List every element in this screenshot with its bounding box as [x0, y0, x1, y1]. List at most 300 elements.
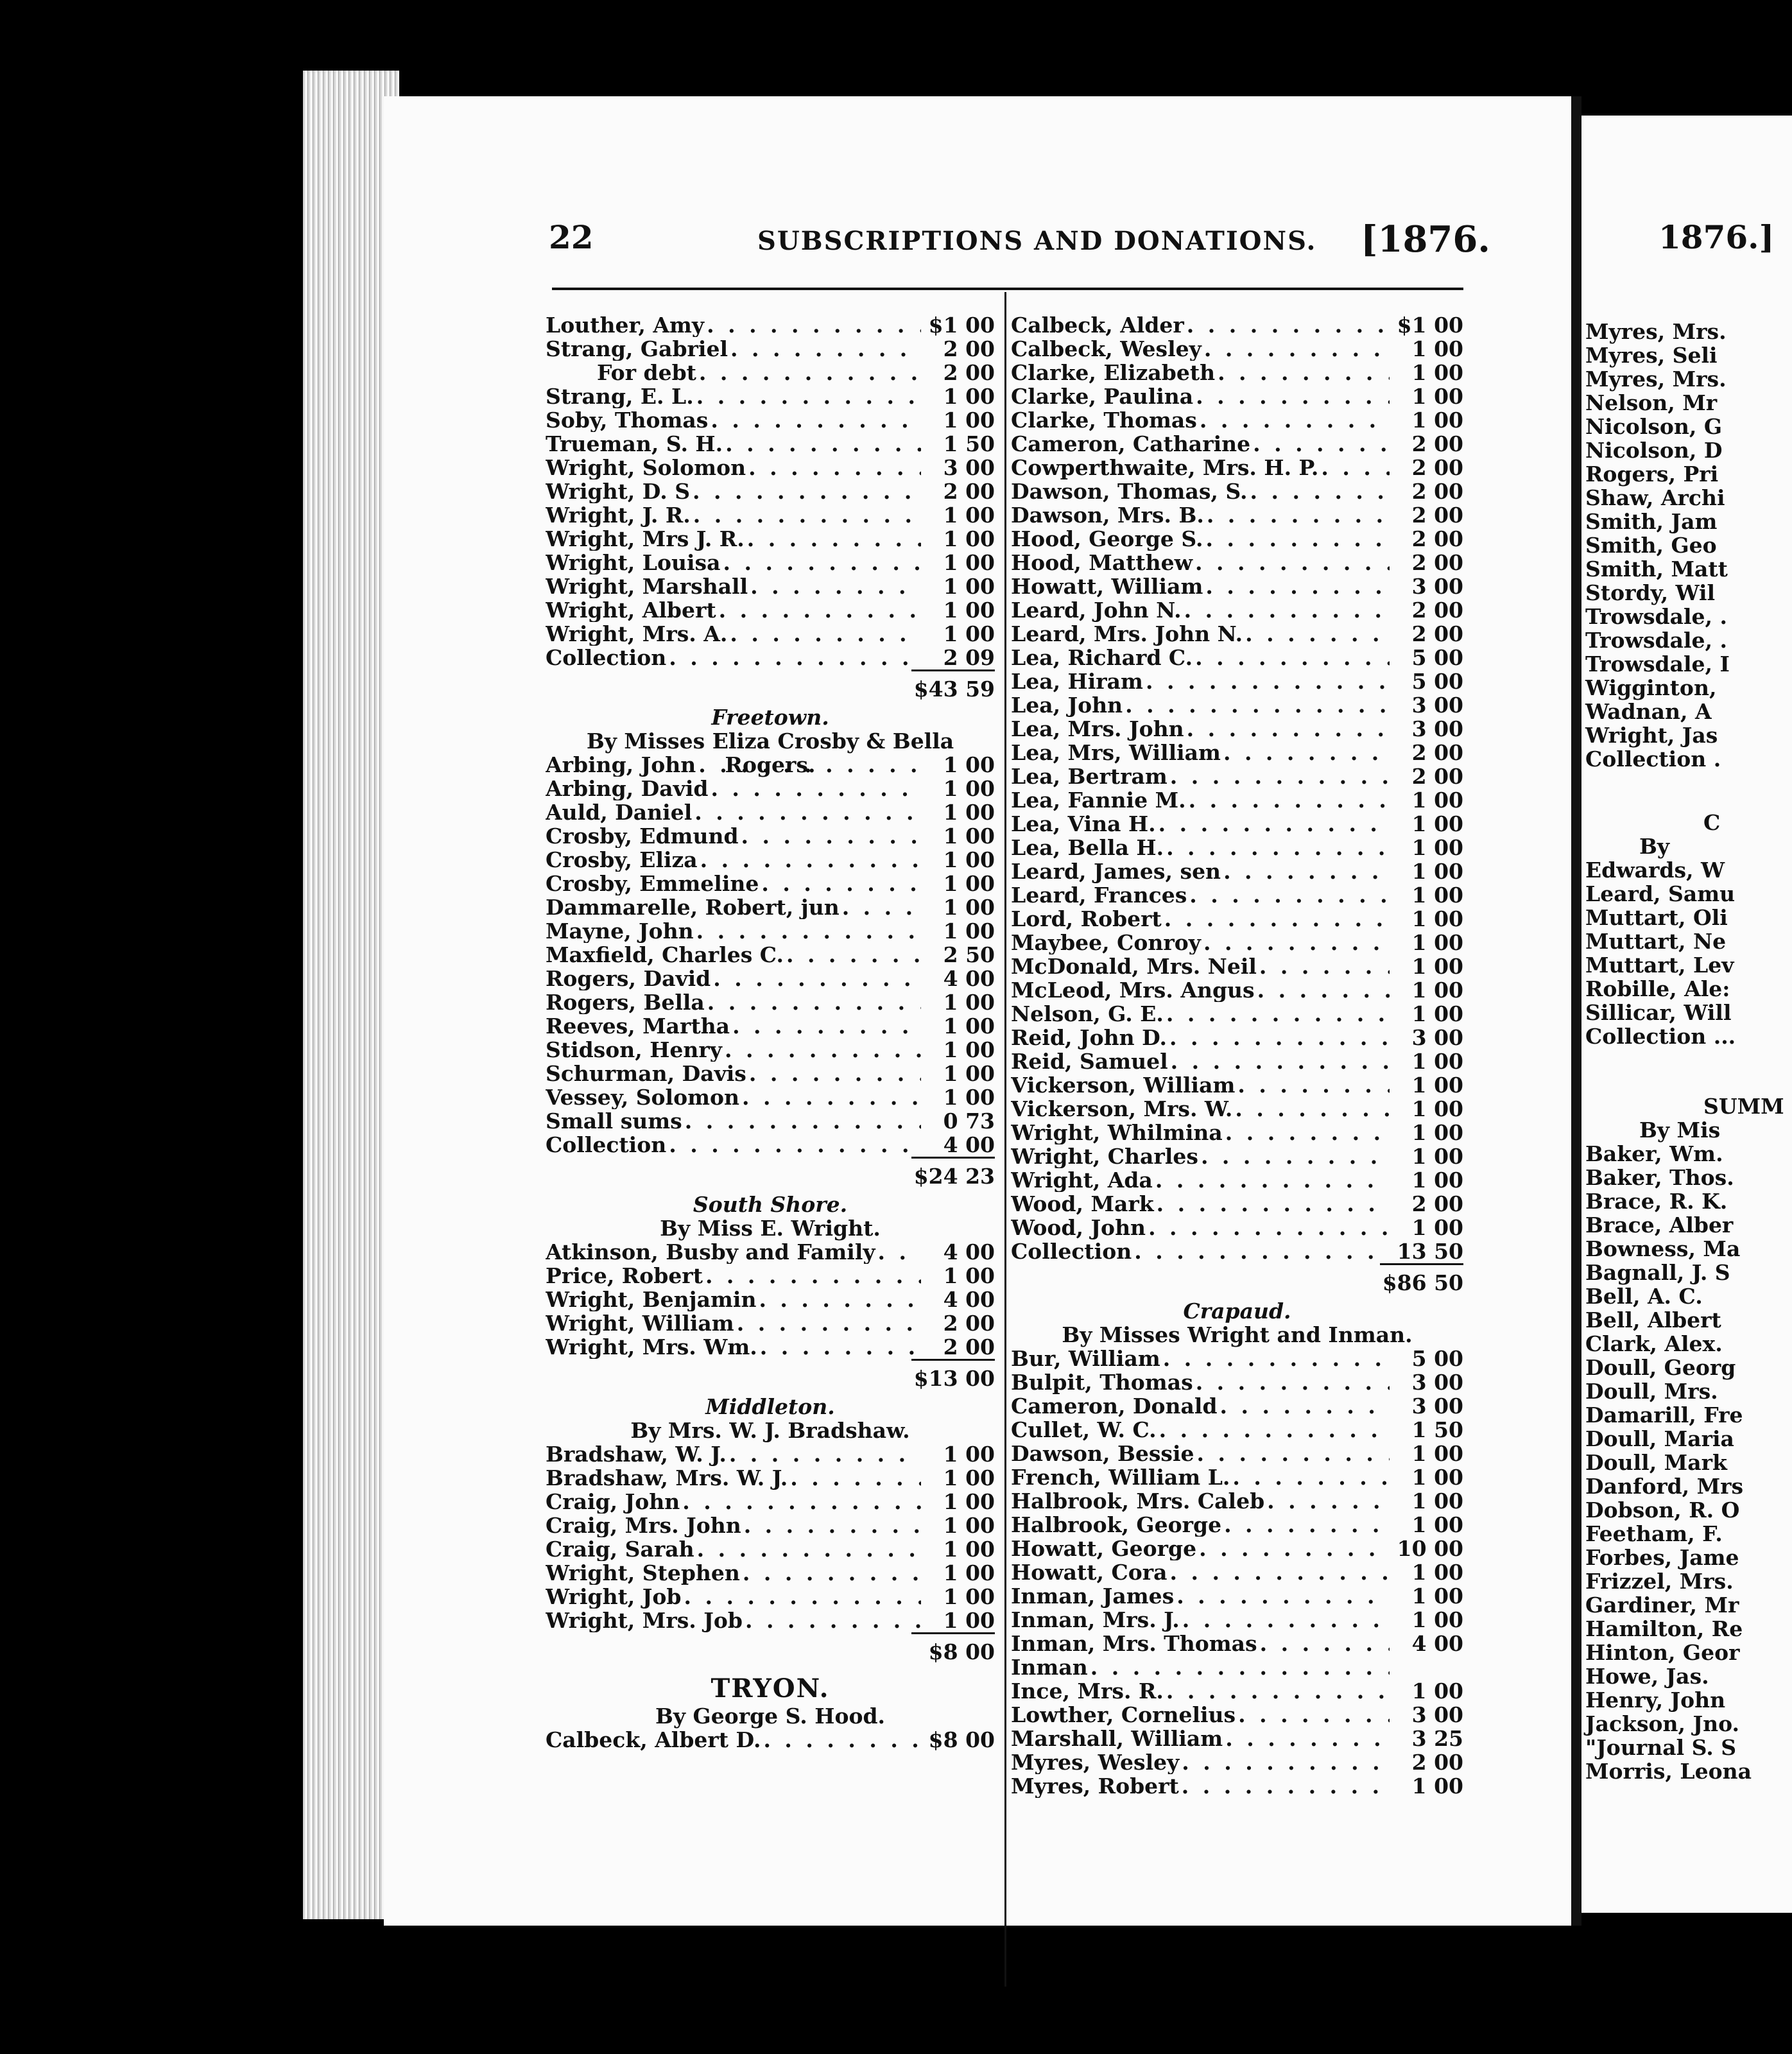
entry-name: Howatt, George — [1011, 1537, 1197, 1560]
leader-dots — [739, 1085, 921, 1109]
entry-row — [1011, 764, 1463, 788]
entry-row — [1011, 1192, 1463, 1216]
next-page-entry: Hinton, Geor — [1585, 1640, 1740, 1665]
entry-row — [546, 1311, 995, 1335]
entry-name: Louther, Amy — [546, 313, 705, 337]
section-total-row — [546, 1157, 995, 1189]
leader-dots — [1198, 1144, 1390, 1168]
leader-dots — [756, 1288, 921, 1311]
leader-dots — [704, 313, 921, 337]
leader-dots — [741, 1514, 921, 1537]
entry-amount: 1 00 — [943, 895, 995, 919]
entry-amount: 2 00 — [1411, 479, 1463, 503]
entry-row — [1011, 503, 1463, 527]
entry-amount: 1 00 — [943, 1442, 995, 1466]
entry-row — [546, 1264, 995, 1288]
entry-amount: 3 00 — [1411, 574, 1463, 598]
leader-dots — [1223, 1121, 1390, 1144]
section-heading: TRYON. — [711, 1673, 830, 1704]
next-page-entry: Baker, Wm. — [1585, 1141, 1723, 1166]
entry-row — [546, 551, 995, 574]
leader-dots — [730, 1014, 921, 1038]
entry-name: Vessey, Solomon — [546, 1085, 740, 1109]
leader-dots — [1179, 1750, 1390, 1774]
section-byline: By Misses Wright and Inman. — [1062, 1322, 1413, 1347]
entry-name: Halbrook, Mrs. Caleb — [1011, 1489, 1265, 1513]
leader-dots — [694, 384, 921, 408]
entry-row — [546, 895, 995, 919]
entry-name: Bradshaw, Mrs. W. J. — [546, 1466, 788, 1490]
entry-row — [1011, 1513, 1463, 1537]
entry-name: Cullet, W. C. — [1011, 1418, 1157, 1442]
leader-dots — [1157, 1418, 1390, 1442]
column-divider — [1004, 292, 1006, 1987]
entry-name: Bur, William — [1011, 1347, 1160, 1370]
entry-amount: 2 00 — [1411, 503, 1463, 527]
entry-name: Hood, George S. — [1011, 527, 1203, 551]
entry-name: Reeves, Martha — [546, 1014, 730, 1038]
entry-name: Auld, Daniel — [546, 800, 693, 824]
entry-name: Crosby, Eliza — [546, 848, 698, 872]
leader-dots — [1248, 479, 1390, 503]
next-page-entry: Forbes, Jame — [1585, 1545, 1739, 1570]
leader-dots — [1203, 527, 1390, 551]
entry-amount — [1390, 1655, 1463, 1679]
entry-row — [546, 1561, 995, 1585]
leader-dots — [694, 919, 921, 943]
leader-dots — [1197, 408, 1390, 432]
next-page-entry: Myres, Seli — [1585, 343, 1718, 368]
left-column — [546, 313, 995, 1752]
leader-dots — [875, 1240, 921, 1264]
leader-dots — [1162, 907, 1390, 931]
entry-row — [1011, 337, 1463, 361]
entry-row — [546, 1585, 995, 1609]
section-total: $86 50 — [1380, 1263, 1463, 1295]
leader-dots — [788, 1466, 921, 1490]
entry-row — [1011, 1655, 1463, 1679]
entry-name: Clarke, Elizabeth — [1011, 361, 1216, 384]
entry-name: Wright, D. S — [546, 479, 691, 503]
entry-row — [1011, 1418, 1463, 1442]
entry-row — [546, 598, 995, 622]
leader-dots — [703, 1264, 921, 1288]
entry-name: Price, Robert — [546, 1264, 703, 1288]
entry-amount: 2 50 — [943, 943, 995, 967]
leader-dots — [1193, 384, 1390, 408]
leader-dots — [1154, 1192, 1390, 1216]
leader-dots — [696, 361, 921, 384]
entry-row — [1011, 574, 1463, 598]
entry-row — [1011, 1727, 1463, 1750]
next-page-block-3 — [1581, 1094, 1784, 1783]
entry-amount: 1 00 — [943, 777, 995, 800]
next-page-entry: Clark, Alex. — [1585, 1331, 1723, 1356]
entry-name: Marshall, William — [1011, 1727, 1223, 1750]
leader-dots — [1221, 1513, 1390, 1537]
leader-dots — [743, 1609, 921, 1632]
entry-row — [546, 337, 995, 361]
entry-row — [1011, 1394, 1463, 1418]
next-page-entry: Dobson, R. O — [1585, 1497, 1740, 1523]
section-total: $43 59 — [911, 669, 995, 702]
entry-row — [1011, 1002, 1463, 1026]
entry-row — [546, 800, 995, 824]
entry-amount: 1 00 — [1411, 788, 1463, 812]
entry-row — [1011, 1026, 1463, 1049]
leader-dots — [1221, 859, 1390, 883]
leader-dots — [1164, 1002, 1390, 1026]
next-page-heading: By — [1639, 834, 1670, 859]
leader-dots — [1218, 1394, 1390, 1418]
entry-amount: 1 00 — [943, 503, 995, 527]
entry-amount: 0 73 — [943, 1109, 995, 1133]
entry-row — [1011, 1097, 1463, 1121]
entry-name: Maxfield, Charles C. — [546, 943, 784, 967]
entry-amount: 2 00 — [1411, 527, 1463, 551]
entry-amount: 2 00 — [1411, 456, 1463, 479]
section-total: $24 23 — [911, 1157, 995, 1189]
next-page-entry: Feetham, F. — [1585, 1521, 1723, 1546]
entry-amount: 1 00 — [1411, 883, 1463, 907]
entry-name: Rogers, David — [546, 967, 711, 990]
entry-amount: 2 09 — [943, 646, 995, 669]
entry-row — [1011, 836, 1463, 859]
entry-amount: 1 00 — [943, 1490, 995, 1514]
next-page-entry: Leard, Samu — [1585, 881, 1736, 906]
entry-name: Cameron, Catharine — [1011, 432, 1251, 456]
leader-dots — [1184, 717, 1390, 741]
entry-amount: 3 25 — [1411, 1727, 1463, 1750]
entry-name: McDonald, Mrs. Neil — [1011, 954, 1257, 978]
entry-row — [546, 919, 995, 943]
entry-name: Wright, Stephen — [546, 1561, 740, 1585]
entry-row — [546, 432, 995, 456]
entry-amount: 2 00 — [1411, 551, 1463, 574]
leader-dots — [691, 503, 921, 527]
entry-row — [1011, 1489, 1463, 1513]
entry-amount: 1 00 — [943, 384, 995, 408]
entry-row — [546, 408, 995, 432]
entry-row — [1011, 1679, 1463, 1703]
entry-amount: 1 00 — [1411, 978, 1463, 1002]
leader-dots — [1164, 1679, 1390, 1703]
entry-row — [546, 943, 995, 967]
entry-amount: 1 00 — [943, 1537, 995, 1561]
entry-name: Halbrook, George — [1011, 1513, 1222, 1537]
entry-amount: 1 00 — [1411, 361, 1463, 384]
entry-amount: 1 00 — [1411, 1002, 1463, 1026]
entry-amount: 1 00 — [1411, 337, 1463, 361]
entry-name: Lea, Bella H. — [1011, 836, 1164, 859]
entry-name: Cowperthwaite, Mrs. H. P. — [1011, 456, 1319, 479]
entry-amount: $1 00 — [1397, 313, 1463, 337]
entry-name: Small sums — [546, 1109, 682, 1133]
section-byline: By Miss E. Wright. — [660, 1216, 881, 1241]
section-total-row — [1011, 1263, 1463, 1295]
entry-row — [546, 1062, 995, 1085]
next-page-entry: Edwards, W — [1585, 858, 1725, 883]
entry-row — [1011, 1370, 1463, 1394]
next-page-entry: Morris, Leona — [1585, 1759, 1752, 1784]
entry-amount: 3 00 — [1411, 717, 1463, 741]
next-page-entry: Collection ... — [1585, 1024, 1736, 1049]
entry-row — [546, 527, 995, 551]
entry-row — [1011, 622, 1463, 646]
leader-dots — [840, 895, 921, 919]
entry-name: Wright, Louisa — [546, 551, 721, 574]
entry-row — [546, 574, 995, 598]
entry-name: Lea, Richard C. — [1011, 646, 1193, 669]
next-page-entry: Muttart, Oli — [1585, 905, 1728, 930]
entry-name: Hood, Matthew — [1011, 551, 1193, 574]
entry-amount: 1 00 — [943, 622, 995, 646]
entry-name: Soby, Thomas — [546, 408, 709, 432]
entry-row — [1011, 1442, 1463, 1465]
next-page-heading: By Mis — [1639, 1118, 1721, 1143]
entry-name: Inman, James — [1011, 1584, 1175, 1608]
leader-dots — [1223, 1727, 1390, 1750]
entry-name: Strang, Gabriel — [546, 337, 728, 361]
leader-dots — [1186, 788, 1390, 812]
leader-dots — [1257, 954, 1390, 978]
entry-row — [546, 1288, 995, 1311]
entry-row — [546, 753, 995, 777]
leader-dots — [1230, 1465, 1390, 1489]
entry-amount: 5 00 — [1411, 1347, 1463, 1370]
entry-name: Dawson, Bessie — [1011, 1442, 1194, 1465]
leader-dots — [698, 848, 921, 872]
leader-dots — [1184, 313, 1390, 337]
entry-name: Lea, Mrs, William — [1011, 741, 1221, 764]
next-page-entry: Bagnall, J. S — [1585, 1260, 1730, 1285]
entry-name: Reid, John D. — [1011, 1026, 1167, 1049]
entry-amount: 1 00 — [1411, 954, 1463, 978]
entry-row — [1011, 456, 1463, 479]
entry-row — [1011, 1584, 1463, 1608]
section-heading: Freetown. — [711, 705, 829, 730]
entry-row — [1011, 717, 1463, 741]
next-page-entry: Brace, R. K. — [1585, 1189, 1728, 1214]
entry-amount: 3 00 — [1411, 1370, 1463, 1394]
leader-dots — [759, 872, 921, 895]
entry-name: Wright, Albert — [546, 598, 716, 622]
entry-name: Lea, Hiram — [1011, 669, 1143, 693]
entry-name: Lea, John — [1011, 693, 1123, 717]
leader-dots — [1179, 1774, 1390, 1798]
next-page-entry: Doull, Georg — [1585, 1355, 1736, 1380]
entry-name: Cameron, Donald — [1011, 1394, 1218, 1418]
entry-amount: 3 00 — [943, 456, 995, 479]
entry-name: Wright, Mrs J. R. — [546, 527, 745, 551]
entry-amount: 1 00 — [943, 527, 995, 551]
next-page-entry: Sillicar, Will — [1585, 1000, 1732, 1025]
leader-dots — [1196, 1537, 1390, 1560]
entry-amount: 1 00 — [1411, 1216, 1463, 1239]
entry-name: Schurman, Davis — [546, 1062, 746, 1085]
next-page-entry: Rogers, Pri — [1585, 462, 1719, 487]
entry-amount: 1 00 — [1411, 1774, 1463, 1798]
leader-dots — [727, 622, 921, 646]
section-byline: By Misses Eliza Crosby & Bella Rogers. — [586, 729, 954, 777]
leader-dots — [1250, 432, 1390, 456]
entry-row — [1011, 361, 1463, 384]
entry-amount: 2 00 — [943, 1335, 995, 1359]
entry-row — [1011, 1750, 1463, 1774]
entry-row — [546, 622, 995, 646]
entry-row — [1011, 931, 1463, 954]
page-year: [1876. — [1361, 218, 1490, 261]
entry-amount: 1 00 — [943, 551, 995, 574]
entry-row — [546, 967, 995, 990]
entry-amount: 2 00 — [1411, 622, 1463, 646]
entry-name: Calbeck, Wesley — [1011, 337, 1202, 361]
entry-row — [546, 777, 995, 800]
entry-name: Calbeck, Alder — [1011, 313, 1184, 337]
entry-amount: 1 00 — [1411, 1144, 1463, 1168]
leader-dots — [1193, 646, 1390, 669]
next-page-entry: Gardiner, Mr — [1585, 1592, 1739, 1618]
entry-row — [546, 1109, 995, 1133]
leader-dots — [1146, 1216, 1390, 1239]
entry-row — [1011, 432, 1463, 456]
leader-dots — [1132, 1239, 1390, 1263]
entry-name: Lea, Mrs. John — [1011, 717, 1184, 741]
next-page-entry: Robille, Ale: — [1585, 976, 1730, 1001]
entry-name: Craig, John — [546, 1490, 680, 1514]
entry-amount: 1 00 — [943, 990, 995, 1014]
entry-row — [546, 1490, 995, 1514]
entry-row — [546, 1466, 995, 1490]
entry-amount: 1 00 — [1411, 1513, 1463, 1537]
leader-dots — [723, 432, 921, 456]
entry-row — [546, 872, 995, 895]
entry-row — [546, 990, 995, 1014]
next-page-entry: Howe, Jas. — [1585, 1664, 1709, 1689]
entry-amount: 1 00 — [1411, 1121, 1463, 1144]
leader-dots — [1187, 883, 1390, 907]
leader-dots — [690, 479, 921, 503]
leader-dots — [746, 1062, 921, 1085]
entry-amount: 2 00 — [943, 479, 995, 503]
entry-amount: 1 00 — [943, 574, 995, 598]
entry-row — [1011, 741, 1463, 764]
entry-row — [1011, 1537, 1463, 1560]
entry-name: Bradshaw, W. J. — [546, 1442, 727, 1466]
entry-amount: $1 00 — [928, 313, 995, 337]
entry-row — [1011, 954, 1463, 978]
entry-name: Howatt, Cora — [1011, 1560, 1167, 1584]
entry-amount: 1 00 — [1411, 859, 1463, 883]
entry-name: Rogers, Bella — [546, 990, 705, 1014]
leader-dots — [1203, 574, 1390, 598]
next-page-entry: Brace, Alber — [1585, 1213, 1734, 1238]
entry-name: Vickerson, William — [1011, 1073, 1236, 1097]
entry-name: Wright, J. R. — [546, 503, 691, 527]
entry-amount: 1 00 — [1411, 1560, 1463, 1584]
next-page-entry: Doull, Maria — [1585, 1426, 1734, 1451]
leader-dots — [727, 1442, 921, 1466]
next-page-entry: Muttart, Ne — [1585, 929, 1727, 954]
next-page-entry: Wright, Jas — [1585, 723, 1718, 748]
entry-row — [1011, 1560, 1463, 1584]
entry-amount: 1 00 — [943, 872, 995, 895]
entry-amount: 13 50 — [1397, 1239, 1463, 1263]
entry-row — [546, 848, 995, 872]
leader-dots — [1257, 1632, 1390, 1655]
entry-amount: 2 00 — [1411, 598, 1463, 622]
leader-dots — [746, 456, 921, 479]
entry-row — [546, 646, 995, 669]
entry-row — [1011, 1703, 1463, 1727]
entry-amount: 2 00 — [943, 337, 995, 361]
entry-amount: 1 00 — [1411, 1097, 1463, 1121]
next-page-entry: Myres, Mrs. — [1585, 367, 1727, 392]
leader-dots — [692, 800, 921, 824]
entry-amount: 1 00 — [1411, 408, 1463, 432]
entry-row — [1011, 1465, 1463, 1489]
leader-dots — [1318, 456, 1390, 479]
entry-row — [546, 503, 995, 527]
entry-name: Wright, Charles — [1011, 1144, 1198, 1168]
entry-name: Atkinson, Busby and Family — [546, 1240, 875, 1264]
entry-name: Myres, Robert — [1011, 1774, 1179, 1798]
entry-amount: 1 00 — [943, 848, 995, 872]
next-page-entry: "Journal S. S — [1585, 1735, 1737, 1760]
next-page-entry: Smith, Jam — [1585, 509, 1718, 534]
entry-row — [1011, 479, 1463, 503]
entry-row — [1011, 883, 1463, 907]
section-byline: By George S. Hood. — [655, 1704, 886, 1729]
entry-row — [546, 479, 995, 503]
entry-amount: 1 00 — [943, 598, 995, 622]
entry-name: For debt — [597, 361, 696, 384]
page-title: SUBSCRIPTIONS AND DONATIONS. — [757, 226, 1317, 256]
leader-dots — [740, 1561, 921, 1585]
leader-dots — [1143, 669, 1390, 693]
entry-row — [1011, 1144, 1463, 1168]
next-page-entry: Hamilton, Re — [1585, 1616, 1743, 1641]
entry-amount: 2 00 — [1411, 764, 1463, 788]
entry-amount: 1 00 — [943, 1264, 995, 1288]
entry-row — [1011, 646, 1463, 669]
entry-amount: 1 00 — [943, 1585, 995, 1609]
entry-row — [546, 1514, 995, 1537]
entry-name: Wright, Marshall — [546, 574, 748, 598]
section-total-row — [546, 669, 995, 702]
entry-name: Vickerson, Mrs. W. — [1011, 1097, 1233, 1121]
leader-dots — [1156, 812, 1390, 836]
leader-dots — [728, 337, 921, 361]
entry-name: Lowther, Cornelius — [1011, 1703, 1236, 1727]
next-page-entry: Nicolson, D — [1585, 438, 1723, 463]
entry-amount: 2 00 — [1411, 741, 1463, 764]
entry-name: Dawson, Thomas, S. — [1011, 479, 1248, 503]
entry-amount: 1 00 — [1411, 931, 1463, 954]
section-total: $8 00 — [911, 1632, 995, 1664]
entry-name: Crosby, Emmeline — [546, 872, 759, 895]
entry-row — [1011, 598, 1463, 622]
entry-name: Trueman, S. H. — [546, 432, 723, 456]
next-page-entry: Trowsdale, . — [1585, 628, 1727, 653]
entry-name: Maybee, Conroy — [1011, 931, 1201, 954]
next-page-entry: Myres, Mrs. — [1585, 319, 1727, 344]
leader-dots — [1153, 1168, 1390, 1192]
next-page-entry: Doull, Mark — [1585, 1450, 1727, 1475]
entry-name: Wright, Solomon — [546, 456, 746, 479]
leader-dots — [784, 943, 921, 967]
entry-amount: 1 00 — [943, 1466, 995, 1490]
